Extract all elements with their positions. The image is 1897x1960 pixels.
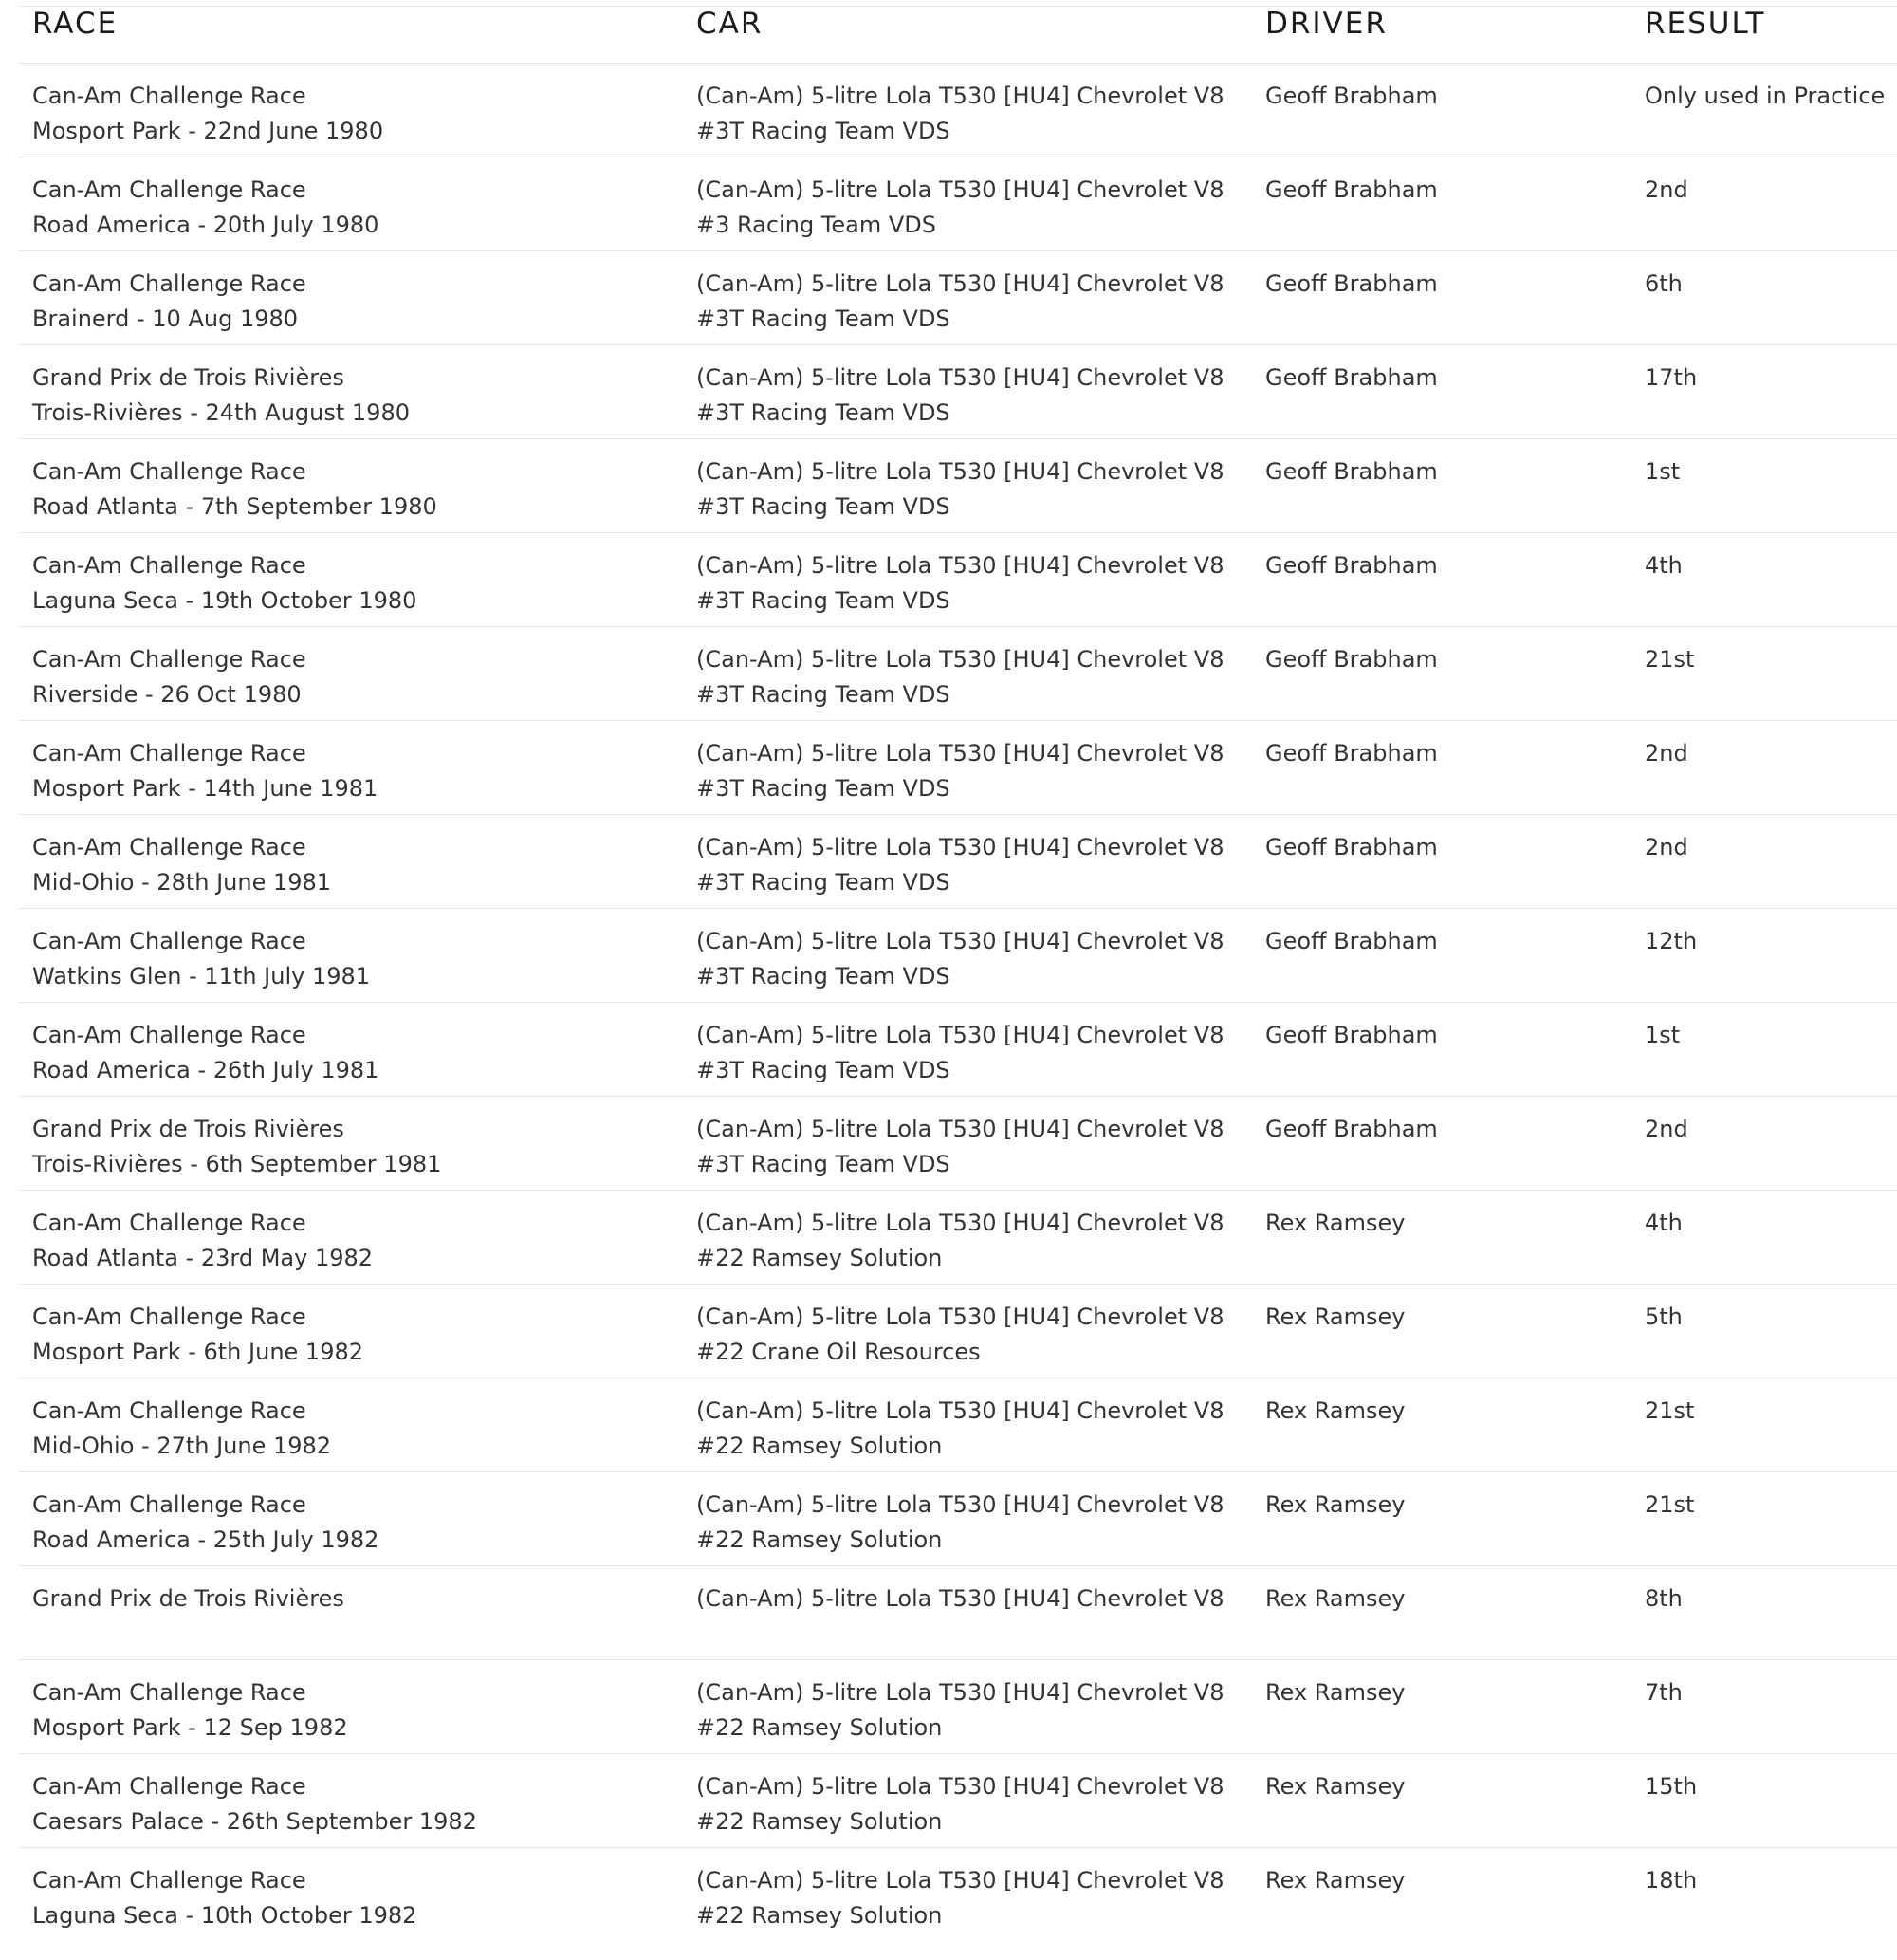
table-row (19, 815, 1897, 909)
race-name: Can-Am Challenge Race (32, 928, 306, 954)
car-cell (683, 1848, 1252, 1934)
driver-name: Geoff Brabham (1265, 928, 1438, 954)
car-team: #22 Ramsey Solution (696, 1433, 943, 1459)
car-model: (Can-Am) 5-litre Lola T530 [HU4] Chevrolet V8 (696, 458, 1225, 485)
car-model: (Can-Am) 5-litre Lola T530 [HU4] Chevrolet V8 (696, 1210, 1225, 1236)
car-cell (683, 721, 1252, 815)
race-name: Can-Am Challenge Race (32, 1773, 306, 1800)
result-value: 4th (1645, 1210, 1683, 1236)
race-detail: Road America - 25th July 1982 (32, 1526, 379, 1553)
table-header (19, 0, 1897, 64)
driver-name: Rex Ramsey (1265, 1867, 1406, 1894)
car-team: #3T Racing Team VDS (696, 399, 950, 426)
driver-cell (1252, 1378, 1631, 1472)
car-model: (Can-Am) 5-litre Lola T530 [HU4] Chevrolet V8 (696, 1397, 1225, 1424)
result-cell (1631, 627, 1897, 721)
result-cell (1631, 1191, 1897, 1285)
car-cell (683, 1003, 1252, 1097)
race-detail: Road Atlanta - 7th September 1980 (32, 493, 437, 520)
car-team: #22 Ramsey Solution (696, 1245, 943, 1271)
result-value: 5th (1645, 1304, 1683, 1330)
car-team: #22 Crane Oil Resources (696, 1339, 981, 1365)
table-row (19, 909, 1897, 1003)
race-name: Can-Am Challenge Race (32, 458, 306, 485)
driver-name: Geoff Brabham (1265, 1022, 1438, 1048)
race-cell (19, 251, 683, 345)
result-value: 2nd (1645, 834, 1688, 860)
car-team: #3T Racing Team VDS (696, 493, 950, 520)
car-model: (Can-Am) 5-litre Lola T530 [HU4] Chevrolet V8 (696, 270, 1225, 297)
driver-name: Geoff Brabham (1265, 1116, 1438, 1142)
result-value: 1st (1645, 458, 1681, 485)
driver-cell (1252, 627, 1631, 721)
table-row (19, 1097, 1897, 1191)
driver-cell (1252, 439, 1631, 533)
car-team: #3T Racing Team VDS (696, 587, 950, 614)
car-team: #3T Racing Team VDS (696, 869, 950, 896)
driver-name: Rex Ramsey (1265, 1397, 1406, 1424)
race-cell (19, 345, 683, 439)
car-cell (683, 251, 1252, 345)
result-cell (1631, 439, 1897, 533)
race-name: Can-Am Challenge Race (32, 270, 306, 297)
table-row (19, 345, 1897, 439)
result-value: 18th (1645, 1867, 1698, 1894)
race-cell (19, 1003, 683, 1097)
driver-cell (1252, 1472, 1631, 1566)
result-cell (1631, 1660, 1897, 1754)
race-cell (19, 64, 683, 157)
driver-name: Rex Ramsey (1265, 1210, 1406, 1236)
race-cell (19, 157, 683, 251)
result-cell (1631, 1848, 1897, 1934)
result-value: 17th (1645, 364, 1698, 391)
race-name: Grand Prix de Trois Rivières (32, 364, 344, 391)
result-cell (1631, 1754, 1897, 1848)
driver-cell (1252, 533, 1631, 627)
car-team: #3T Racing Team VDS (696, 305, 950, 332)
car-cell (683, 909, 1252, 1003)
driver-cell (1252, 1097, 1631, 1191)
result-cell (1631, 815, 1897, 909)
result-value: Only used in Practice (1645, 83, 1886, 109)
race-cell (19, 909, 683, 1003)
driver-cell (1252, 1754, 1631, 1848)
table-row (19, 1472, 1897, 1566)
race-detail: Brainerd - 10 Aug 1980 (32, 305, 299, 332)
result-cell (1631, 64, 1897, 157)
driver-name: Rex Ramsey (1265, 1491, 1406, 1518)
driver-name: Geoff Brabham (1265, 270, 1438, 297)
driver-cell (1252, 157, 1631, 251)
table-row (19, 1191, 1897, 1285)
result-value: 1st (1645, 1022, 1681, 1048)
race-detail: Riverside - 26 Oct 1980 (32, 681, 302, 708)
race-cell (19, 721, 683, 815)
car-cell (683, 1097, 1252, 1191)
car-team: #22 Ramsey Solution (696, 1902, 943, 1929)
driver-name: Rex Ramsey (1265, 1773, 1406, 1800)
car-model: (Can-Am) 5-litre Lola T530 [HU4] Chevrolet V8 (696, 1773, 1225, 1800)
race-detail: Trois-Rivières - 24th August 1980 (32, 399, 410, 426)
car-cell (683, 627, 1252, 721)
race-name: Can-Am Challenge Race (32, 740, 306, 767)
driver-cell (1252, 1003, 1631, 1097)
table-row (19, 64, 1897, 157)
result-value: 21st (1645, 646, 1695, 673)
table-row (19, 439, 1897, 533)
driver-cell (1252, 1191, 1631, 1285)
race-name: Can-Am Challenge Race (32, 176, 306, 203)
car-team: #3T Racing Team VDS (696, 963, 950, 989)
race-name: Can-Am Challenge Race (32, 1397, 306, 1424)
driver-cell (1252, 64, 1631, 157)
race-name: Can-Am Challenge Race (32, 1210, 306, 1236)
race-detail: Mid-Ohio - 28th June 1981 (32, 869, 332, 896)
result-value: 12th (1645, 928, 1698, 954)
column-header-result: RESULT (1631, 0, 1897, 64)
driver-name: Geoff Brabham (1265, 834, 1438, 860)
car-model: (Can-Am) 5-litre Lola T530 [HU4] Chevrolet V8 (696, 1116, 1225, 1142)
table-row (19, 1003, 1897, 1097)
car-cell (683, 345, 1252, 439)
race-detail: Laguna Seca - 19th October 1980 (32, 587, 417, 614)
driver-name: Rex Ramsey (1265, 1585, 1406, 1612)
race-name: Can-Am Challenge Race (32, 646, 306, 673)
result-value: 15th (1645, 1773, 1698, 1800)
driver-cell (1252, 1566, 1631, 1660)
result-value: 7th (1645, 1679, 1683, 1706)
race-cell (19, 1566, 683, 1660)
table-row (19, 1566, 1897, 1660)
race-detail: Trois-Rivières - 6th September 1981 (32, 1151, 442, 1177)
table-row (19, 157, 1897, 251)
race-detail: Road America - 20th July 1980 (32, 212, 379, 238)
race-name: Can-Am Challenge Race (32, 1304, 306, 1330)
car-cell (683, 1191, 1252, 1285)
race-name: Grand Prix de Trois Rivières (32, 1116, 344, 1142)
table-row (19, 721, 1897, 815)
column-header-car: CAR (683, 0, 1252, 64)
result-cell (1631, 533, 1897, 627)
table-row (19, 1848, 1897, 1934)
column-header-driver: DRIVER (1252, 0, 1631, 64)
table-row (19, 627, 1897, 721)
race-cell (19, 439, 683, 533)
driver-name: Geoff Brabham (1265, 458, 1438, 485)
race-detail: Road Atlanta - 23rd May 1982 (32, 1245, 374, 1271)
race-name: Grand Prix de Trois Rivières (32, 1585, 344, 1612)
race-detail: Watkins Glen - 11th July 1981 (32, 963, 371, 989)
race-detail: Road America - 26th July 1981 (32, 1057, 379, 1083)
table-row (19, 1378, 1897, 1472)
race-cell (19, 1191, 683, 1285)
driver-cell (1252, 345, 1631, 439)
car-cell (683, 1285, 1252, 1378)
race-detail: Mid-Ohio - 27th June 1982 (32, 1433, 332, 1459)
table-row (19, 1754, 1897, 1848)
car-team: #3T Racing Team VDS (696, 1151, 950, 1177)
table-row (19, 251, 1897, 345)
car-team: #3T Racing Team VDS (696, 1057, 950, 1083)
race-cell (19, 1848, 683, 1934)
car-model: (Can-Am) 5-litre Lola T530 [HU4] Chevrolet V8 (696, 83, 1225, 109)
race-detail: Mosport Park - 22nd June 1980 (32, 118, 384, 144)
result-cell (1631, 1003, 1897, 1097)
car-model: (Can-Am) 5-litre Lola T530 [HU4] Chevrolet V8 (696, 1491, 1225, 1518)
column-header-race: RACE (19, 0, 683, 64)
driver-name: Geoff Brabham (1265, 740, 1438, 767)
race-name: Can-Am Challenge Race (32, 834, 306, 860)
car-model: (Can-Am) 5-litre Lola T530 [HU4] Chevrolet V8 (696, 834, 1225, 860)
driver-name: Geoff Brabham (1265, 552, 1438, 579)
car-model: (Can-Am) 5-litre Lola T530 [HU4] Chevrolet V8 (696, 176, 1225, 203)
table-row (19, 533, 1897, 627)
driver-name: Geoff Brabham (1265, 176, 1438, 203)
car-model: (Can-Am) 5-litre Lola T530 [HU4] Chevrolet V8 (696, 1585, 1225, 1612)
result-cell (1631, 345, 1897, 439)
race-detail: Mosport Park - 14th June 1981 (32, 775, 378, 802)
result-value: 6th (1645, 270, 1683, 297)
car-cell (683, 1472, 1252, 1566)
race-cell (19, 533, 683, 627)
car-team: #3T Racing Team VDS (696, 118, 950, 144)
table-row (19, 1285, 1897, 1378)
car-cell (683, 64, 1252, 157)
car-model: (Can-Am) 5-litre Lola T530 [HU4] Chevrolet V8 (696, 364, 1225, 391)
driver-name: Geoff Brabham (1265, 83, 1438, 109)
result-value: 4th (1645, 552, 1683, 579)
driver-cell (1252, 1848, 1631, 1934)
race-detail: Mosport Park - 6th June 1982 (32, 1339, 363, 1365)
result-cell (1631, 1378, 1897, 1472)
driver-name: Geoff Brabham (1265, 646, 1438, 673)
car-model: (Can-Am) 5-litre Lola T530 [HU4] Chevrolet V8 (696, 1867, 1225, 1894)
race-name: Can-Am Challenge Race (32, 552, 306, 579)
result-cell (1631, 157, 1897, 251)
car-cell (683, 1566, 1252, 1660)
race-results-table (19, 0, 1897, 1933)
race-cell (19, 1472, 683, 1566)
result-value: 2nd (1645, 740, 1688, 767)
driver-name: Geoff Brabham (1265, 364, 1438, 391)
car-team: #22 Ramsey Solution (696, 1526, 943, 1553)
car-team: #3T Racing Team VDS (696, 681, 950, 708)
car-team: #22 Ramsey Solution (696, 1808, 943, 1835)
race-detail: Mosport Park - 12 Sep 1982 (32, 1714, 348, 1741)
driver-name: Rex Ramsey (1265, 1679, 1406, 1706)
race-detail: Laguna Seca - 10th October 1982 (32, 1902, 417, 1929)
result-cell (1631, 1566, 1897, 1660)
result-cell (1631, 251, 1897, 345)
car-team: #3 Racing Team VDS (696, 212, 936, 238)
header-row (19, 0, 1897, 64)
race-cell (19, 815, 683, 909)
car-cell (683, 533, 1252, 627)
race-cell (19, 627, 683, 721)
car-cell (683, 1660, 1252, 1754)
race-name: Can-Am Challenge Race (32, 1022, 306, 1048)
car-team: #3T Racing Team VDS (696, 775, 950, 802)
driver-cell (1252, 251, 1631, 345)
result-value: 2nd (1645, 176, 1688, 203)
car-model: (Can-Am) 5-litre Lola T530 [HU4] Chevrolet V8 (696, 928, 1225, 954)
race-name: Can-Am Challenge Race (32, 1679, 306, 1706)
race-detail: Caesars Palace - 26th September 1982 (32, 1808, 477, 1835)
table-row (19, 1660, 1897, 1754)
car-cell (683, 1754, 1252, 1848)
car-model: (Can-Am) 5-litre Lola T530 [HU4] Chevrolet V8 (696, 552, 1225, 579)
race-name: Can-Am Challenge Race (32, 1491, 306, 1518)
car-model: (Can-Am) 5-litre Lola T530 [HU4] Chevrolet V8 (696, 1022, 1225, 1048)
race-cell (19, 1097, 683, 1191)
car-model: (Can-Am) 5-litre Lola T530 [HU4] Chevrolet V8 (696, 646, 1225, 673)
result-value: 2nd (1645, 1116, 1688, 1142)
result-cell (1631, 1097, 1897, 1191)
car-cell (683, 815, 1252, 909)
result-cell (1631, 721, 1897, 815)
car-model: (Can-Am) 5-litre Lola T530 [HU4] Chevrolet V8 (696, 1304, 1225, 1330)
result-value: 21st (1645, 1397, 1695, 1424)
result-cell (1631, 1285, 1897, 1378)
race-name: Can-Am Challenge Race (32, 1867, 306, 1894)
driver-cell (1252, 1285, 1631, 1378)
result-value: 21st (1645, 1491, 1695, 1518)
car-cell (683, 157, 1252, 251)
race-cell (19, 1660, 683, 1754)
driver-cell (1252, 909, 1631, 1003)
car-cell (683, 439, 1252, 533)
driver-cell (1252, 1660, 1631, 1754)
result-cell (1631, 1472, 1897, 1566)
car-model: (Can-Am) 5-litre Lola T530 [HU4] Chevrolet V8 (696, 1679, 1225, 1706)
car-cell (683, 1378, 1252, 1472)
car-model: (Can-Am) 5-litre Lola T530 [HU4] Chevrolet V8 (696, 740, 1225, 767)
race-cell (19, 1285, 683, 1378)
driver-name: Rex Ramsey (1265, 1304, 1406, 1330)
race-cell (19, 1754, 683, 1848)
result-value: 8th (1645, 1585, 1683, 1612)
table-body (19, 64, 1897, 1934)
driver-cell (1252, 721, 1631, 815)
result-cell (1631, 909, 1897, 1003)
race-name: Can-Am Challenge Race (32, 83, 306, 109)
driver-cell (1252, 815, 1631, 909)
car-team: #22 Ramsey Solution (696, 1714, 943, 1741)
race-cell (19, 1378, 683, 1472)
